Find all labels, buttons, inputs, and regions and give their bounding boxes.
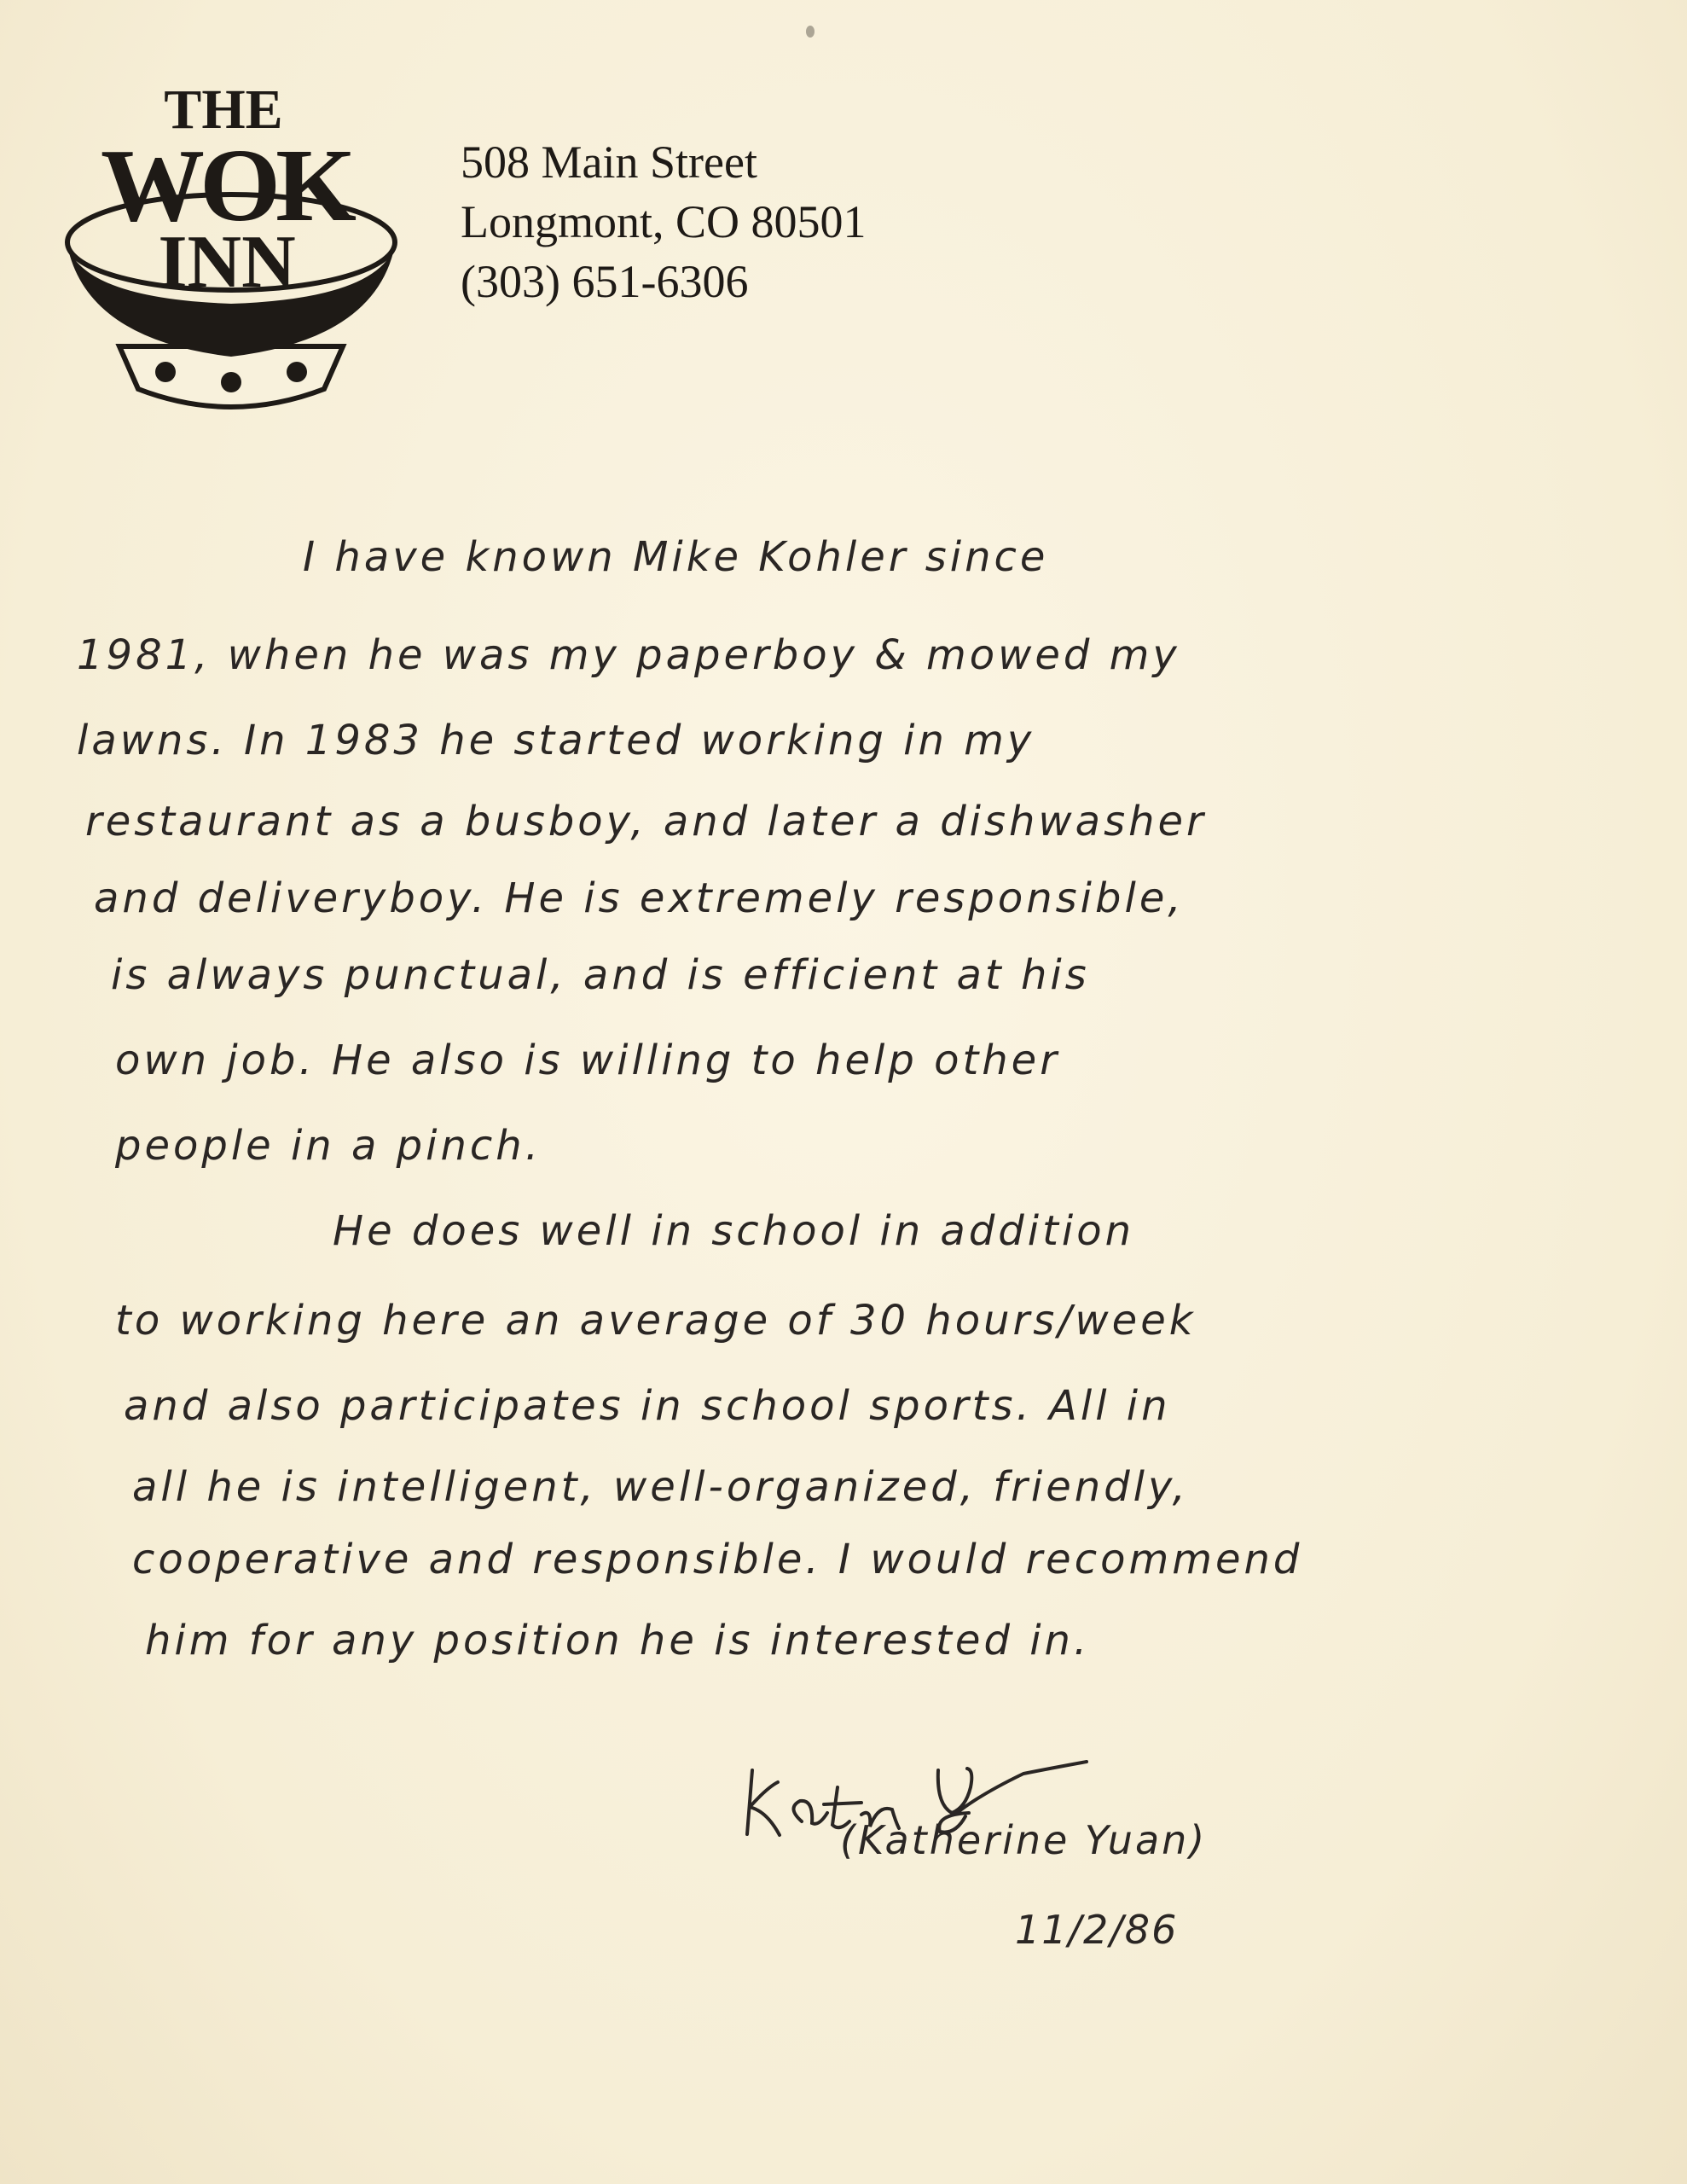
body-line: and deliveryboy. He is extremely responsible, bbox=[94, 874, 1185, 922]
logo-text-wok: WOK bbox=[101, 128, 357, 243]
wok-inn-logo bbox=[53, 75, 403, 425]
signature-date: 11/2/86 bbox=[1015, 1907, 1179, 1953]
logo-text-the: THE bbox=[164, 78, 283, 141]
signature-printed-name: (Katherine Yuan) bbox=[840, 1817, 1208, 1863]
body-line: all he is intelligent, well-organized, friendly, bbox=[132, 1463, 1189, 1511]
body-line: own job. He also is willing to help other bbox=[115, 1037, 1060, 1084]
logo-text-inn: INN bbox=[158, 221, 296, 304]
body-line: I have known Mike Kohler since bbox=[303, 533, 1049, 581]
body-line: cooperative and responsible. I would recommend bbox=[132, 1536, 1303, 1583]
body-line: to working here an average of 30 hours/week bbox=[115, 1297, 1197, 1345]
body-line: and also participates in school sports. All in bbox=[124, 1382, 1171, 1430]
body-line: lawns. In 1983 he started working in my bbox=[77, 717, 1035, 764]
body-line: 1981, when he was my paperboy & mowed my bbox=[77, 631, 1180, 679]
paper-speck bbox=[806, 26, 815, 38]
body-line: him for any position he is interested in. bbox=[145, 1617, 1091, 1664]
address-street: 508 Main Street bbox=[461, 136, 757, 188]
body-line: He does well in school in addition bbox=[333, 1207, 1135, 1255]
address-city: Longmont, CO 80501 bbox=[461, 196, 867, 247]
address-phone: (303) 651-6306 bbox=[461, 256, 749, 307]
body-line: people in a pinch. bbox=[115, 1122, 542, 1170]
letterhead-address bbox=[461, 132, 867, 311]
body-line: is always punctual, and is efficient at his bbox=[111, 951, 1090, 999]
body-line: restaurant as a busboy, and later a dishwasher bbox=[85, 798, 1207, 845]
